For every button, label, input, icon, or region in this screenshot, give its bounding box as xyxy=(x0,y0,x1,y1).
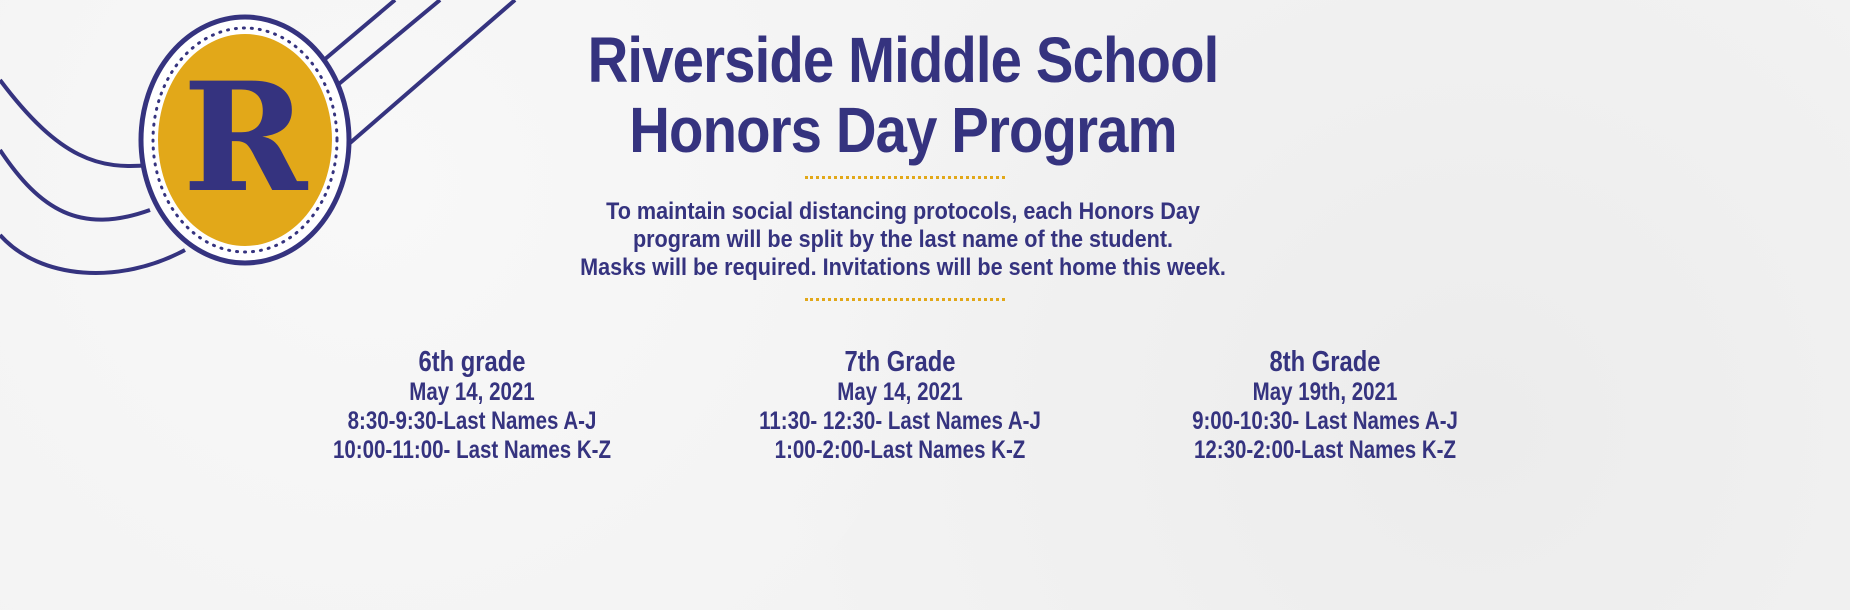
dotted-divider xyxy=(805,298,1005,301)
intro-text: To maintain social distancing protocols, each Honors Day program will be split by the last name of the student. Masks will be required. Invitations will be sent home this week. xyxy=(580,198,1226,281)
page-title: Riverside Middle School Honors Day Program xyxy=(587,24,1219,166)
logo-letter: R xyxy=(182,50,308,226)
grade-schedule-6: 6th grade May 14, 2021 8:30-9:30-Last Names A-J 10:00-11:00- Last Names K-Z xyxy=(332,346,612,464)
grade-schedule-8: 8th Grade May 19th, 2021 9:00-10:30- Last Names A-J 12:30-2:00-Last Names K-Z xyxy=(1192,346,1458,464)
dotted-divider xyxy=(805,176,1005,179)
grade-schedule-7: 7th Grade May 14, 2021 11:30- 12:30- Last Names A-J 1:00-2:00-Last Names K-Z xyxy=(759,346,1041,464)
